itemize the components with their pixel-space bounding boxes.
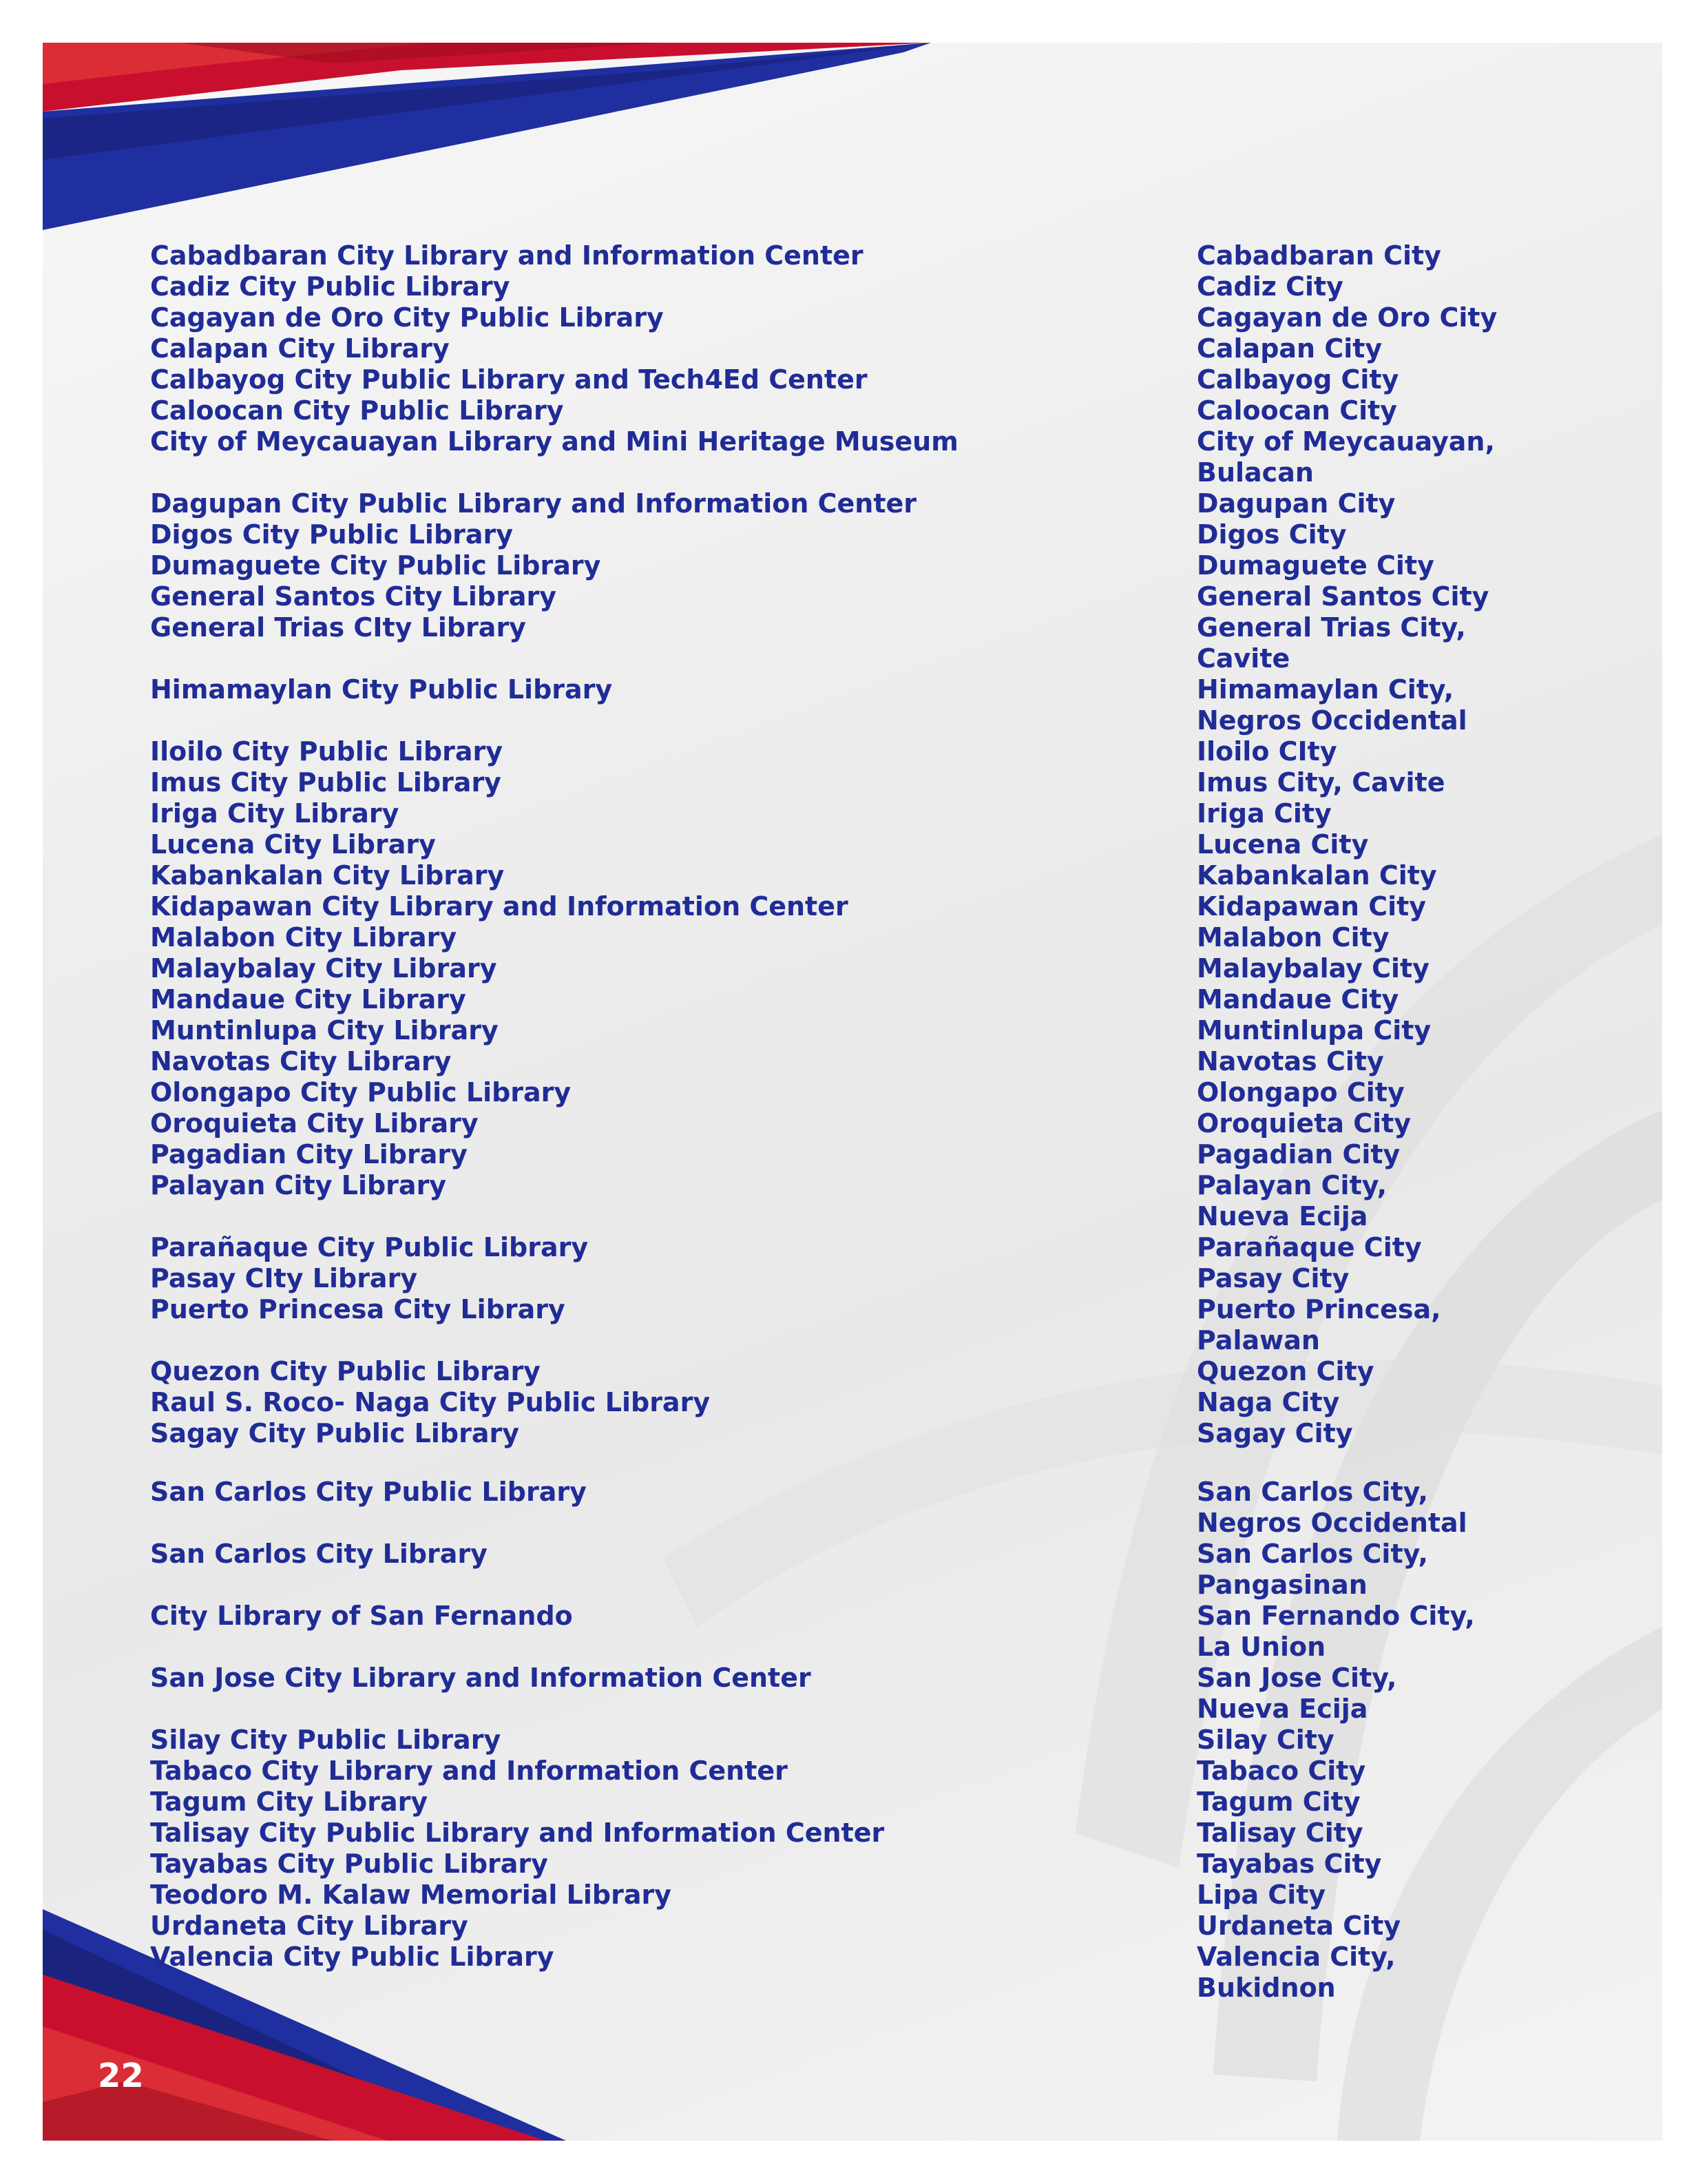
library-name: Kabankalan City Library bbox=[150, 860, 505, 891]
library-name: San Carlos City Public Library bbox=[150, 1477, 587, 1507]
city-name: Valencia City, Bukidnon bbox=[1197, 1942, 1396, 2003]
library-name: Malabon City Library bbox=[150, 922, 457, 953]
city-name: Mandaue City bbox=[1197, 984, 1399, 1015]
library-name: Kidapawan City Library and Information Center bbox=[150, 891, 848, 922]
library-name: Tayabas City Public Library bbox=[150, 1849, 548, 1879]
city-name: Tagum City bbox=[1197, 1787, 1361, 1817]
library-name: Imus City Public Library bbox=[150, 767, 501, 798]
library-name: Pagadian City Library bbox=[150, 1139, 468, 1169]
city-name: Silay City bbox=[1197, 1725, 1334, 1755]
city-name: San Carlos City, Negros Occidental bbox=[1197, 1477, 1467, 1538]
library-name: San Carlos City Library bbox=[150, 1539, 488, 1569]
library-name: Cabadbaran City Library and Information Center bbox=[150, 240, 863, 271]
library-name: Urdaneta City Library bbox=[150, 1911, 468, 1941]
library-name: Teodoro M. Kalaw Memorial Library bbox=[150, 1880, 671, 1910]
library-name: General Trias CIty Library bbox=[150, 612, 526, 643]
library-name: Muntinlupa City Library bbox=[150, 1015, 499, 1046]
library-name: Calapan City Library bbox=[150, 333, 450, 364]
library-name: Parañaque City Public Library bbox=[150, 1232, 589, 1262]
library-name: Quezon City Public Library bbox=[150, 1356, 541, 1386]
library-name: Sagay City Public Library bbox=[150, 1418, 520, 1448]
document-page bbox=[43, 43, 1662, 2141]
library-name: Dagupan City Public Library and Information Center bbox=[150, 488, 917, 519]
city-name: Iloilo CIty bbox=[1197, 736, 1337, 767]
city-name: Kidapawan City bbox=[1197, 891, 1427, 922]
library-name: Olongapo City Public Library bbox=[150, 1077, 572, 1107]
city-name: San Jose City, Nueva Ecija bbox=[1197, 1663, 1397, 1724]
library-name: City of Meycauayan Library and Mini Heritage Museum bbox=[150, 426, 959, 457]
library-name: Oroquieta City Library bbox=[150, 1108, 479, 1138]
library-name: Tagum City Library bbox=[150, 1787, 428, 1817]
library-name: Dumaguete City Public Library bbox=[150, 550, 601, 581]
city-name: Muntinlupa City bbox=[1197, 1015, 1432, 1046]
library-name: Tabaco City Library and Information Center bbox=[150, 1756, 788, 1786]
library-name: Palayan City Library bbox=[150, 1170, 447, 1200]
city-name: Lipa City bbox=[1197, 1880, 1326, 1910]
city-name: San Carlos City, Pangasinan bbox=[1197, 1539, 1428, 1600]
library-name: San Jose City Library and Information Center bbox=[150, 1663, 811, 1693]
city-name: Sagay City bbox=[1197, 1418, 1353, 1448]
city-name: Malaybalay City bbox=[1197, 953, 1430, 984]
city-name: Naga City bbox=[1197, 1387, 1340, 1417]
library-name: Iriga City Library bbox=[150, 798, 399, 829]
city-name: Caloocan City bbox=[1197, 395, 1398, 426]
city-name: Pasay City bbox=[1197, 1263, 1350, 1293]
library-name: Caloocan City Public Library bbox=[150, 395, 564, 426]
city-name: Dagupan City bbox=[1197, 488, 1396, 519]
page-number: 22 bbox=[98, 2057, 144, 2095]
city-name: General Santos City bbox=[1197, 581, 1489, 612]
city-name: Calapan City bbox=[1197, 333, 1383, 364]
library-name: Lucena City Library bbox=[150, 829, 436, 860]
library-name: Raul S. Roco- Naga City Public Library bbox=[150, 1387, 711, 1417]
library-name: Pasay CIty Library bbox=[150, 1263, 418, 1293]
city-name: Parañaque City bbox=[1197, 1232, 1422, 1262]
library-name: Mandaue City Library bbox=[150, 984, 466, 1015]
city-name: Quezon City bbox=[1197, 1356, 1374, 1386]
city-name: Lucena City bbox=[1197, 829, 1369, 860]
city-name: Calbayog City bbox=[1197, 364, 1399, 395]
city-name: Cabadbaran City bbox=[1197, 240, 1441, 271]
city-name: Navotas City bbox=[1197, 1046, 1384, 1077]
library-name: Valencia City Public Library bbox=[150, 1942, 554, 1972]
library-name: Digos City Public Library bbox=[150, 519, 514, 550]
library-name: Cagayan de Oro City Public Library bbox=[150, 302, 664, 333]
library-name: General Santos City Library bbox=[150, 581, 557, 612]
city-name: Malabon City bbox=[1197, 922, 1390, 953]
library-name: Calbayog City Public Library and Tech4Ed Center bbox=[150, 364, 868, 395]
city-name: Tabaco City bbox=[1197, 1756, 1366, 1786]
city-name: Dumaguete City bbox=[1197, 550, 1434, 581]
city-name: Cadiz City bbox=[1197, 271, 1343, 302]
city-name: Tayabas City bbox=[1197, 1849, 1382, 1879]
city-name: Olongapo City bbox=[1197, 1077, 1405, 1107]
city-name: Urdaneta City bbox=[1197, 1911, 1401, 1941]
library-name: Silay City Public Library bbox=[150, 1725, 501, 1755]
city-name: General Trias City, Cavite bbox=[1197, 612, 1466, 674]
city-name: Himamaylan City, Negros Occidental bbox=[1197, 674, 1467, 736]
city-name: Talisay City bbox=[1197, 1818, 1363, 1848]
library-name: Navotas City Library bbox=[150, 1046, 452, 1077]
library-name: Cadiz City Public Library bbox=[150, 271, 510, 302]
library-name: Puerto Princesa City Library bbox=[150, 1294, 565, 1324]
city-name: San Fernando City, La Union bbox=[1197, 1601, 1475, 1662]
city-name: Puerto Princesa, Palawan bbox=[1197, 1294, 1441, 1355]
city-name: Cagayan de Oro City bbox=[1197, 302, 1498, 333]
library-name: Himamaylan City Public Library bbox=[150, 674, 613, 705]
city-name: Kabankalan City bbox=[1197, 860, 1437, 891]
city-name: Digos City bbox=[1197, 519, 1347, 550]
library-name: Malaybalay City Library bbox=[150, 953, 497, 984]
city-name: Imus City, Cavite bbox=[1197, 767, 1445, 798]
city-name: Palayan City, Nueva Ecija bbox=[1197, 1170, 1387, 1231]
library-name: City Library of San Fernando bbox=[150, 1601, 573, 1631]
city-name: City of Meycauayan, Bulacan bbox=[1197, 426, 1495, 488]
city-name: Pagadian City bbox=[1197, 1139, 1401, 1169]
library-name: Iloilo City Public Library bbox=[150, 736, 503, 767]
city-name: Iriga City bbox=[1197, 798, 1332, 829]
library-name: Talisay City Public Library and Information Center bbox=[150, 1818, 885, 1848]
city-name: Oroquieta City bbox=[1197, 1108, 1412, 1138]
